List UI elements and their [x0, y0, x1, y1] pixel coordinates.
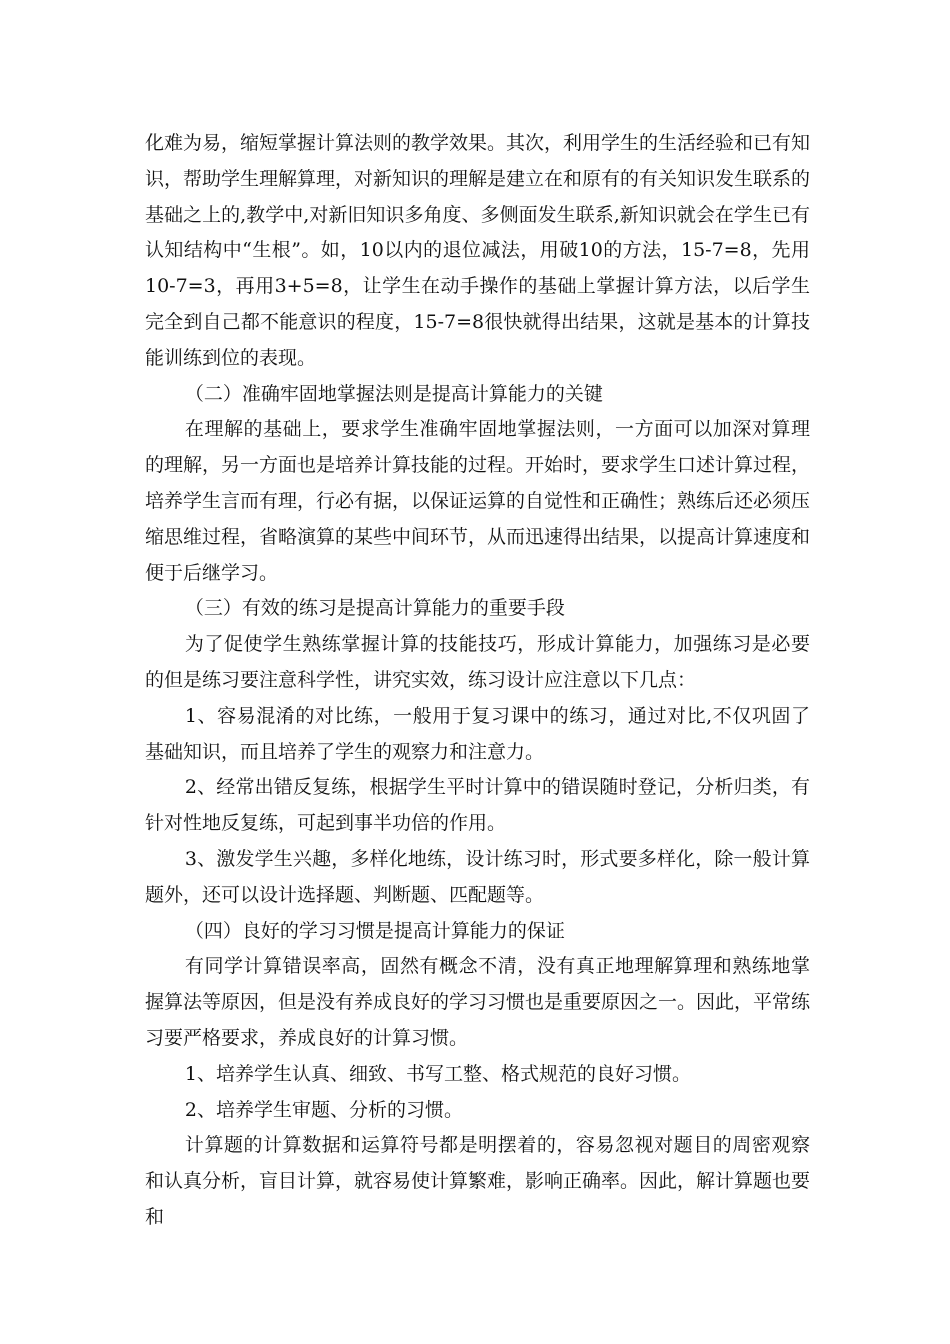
paragraph-review-analysis: 计算题的计算数据和运算符号都是明摆着的，容易忽视对题目的周密观察和认真分析，盲目计算，就容易使计算繁难，影响正确率。因此，解计算题也要和	[145, 1134, 811, 1228]
list-item-analysis-habit: 2、培养学生审题、分析的习惯。	[184, 1098, 463, 1121]
document-body	[145, 126, 810, 1236]
paragraph-habits-intro: 有同学计算错误率高，固然有概念不清，没有真正地理解算理和熟练地掌握算法等原因，但是没有养成良好的学习习惯也是重要原因之一。因此，平常练习要严格要求，养成良好的计算习惯。	[145, 955, 811, 1049]
list-item-careful-habit: 1、培养学生认真、细致、书写工整、格式规范的良好习惯。	[184, 1062, 691, 1085]
section-heading-4: （四）良好的学习习惯是提高计算能力的保证	[184, 919, 565, 942]
list-item-contrast-practice: 1、容易混淆的对比练，一般用于复习课中的练习，通过对比,不仅巩固了基础知识，而且培养了学生的观察力和注意力。	[145, 704, 810, 763]
paragraph-calc-rules-intro: 化难为易，缩短掌握计算法则的教学效果。其次，利用学生的生活经验和已有知识，帮助学生理解算理，对新知识的理解是建立在和原有的有关知识发生联系的基础之上的,教学中,对新旧知识多角度、多侧面发生联系,新知识就会在学生已有认知结构中“生根”。如，10以内的退位减法，用破10的方法，15-7=8，先用10-7=3，再用3+5=8，让学生在动手操作的基础上掌握计算方法，以后学生完全到自己都不能意识的程度，15-7=8很快就得出结果，这就是基本的计算技能训练到位的表现。	[145, 132, 811, 369]
paragraph-practice-intro: 为了促使学生熟练掌握计算的技能技巧，形成计算能力，加强练习是必要的但是练习要注意科学性，讲究实效，练习设计应注意以下几点：	[145, 633, 810, 691]
paragraph-master-rules: 在理解的基础上，要求学生准确牢固地掌握法则，一方面可以加深对算理的理解，另一方面也是培养计算技能的过程。开始时，要求学生口述计算过程，培养学生言而有理，行必有据，以保证运算的自觉性和正确性；熟练后还必须压缩思维过程，省略演算的某些中间环节，从而迅速得出结果，以提高计算速度和便于后继学习。	[145, 418, 811, 584]
section-heading-3: （三）有效的练习是提高计算能力的重要手段	[184, 597, 565, 620]
list-item-varied-practice: 3、激发学生兴趣，多样化地练，设计练习时，形式要多样化，除一般计算题外，还可以设计选择题、判断题、匹配题等。	[145, 847, 810, 906]
list-item-repeat-practice: 2、经常出错反复练，根据学生平时计算中的错误随时登记，分析归类，有针对性地反复练，可起到事半功倍的作用。	[145, 776, 810, 835]
section-heading-2: （二）准确牢固地掌握法则是提高计算能力的关键	[184, 382, 603, 405]
